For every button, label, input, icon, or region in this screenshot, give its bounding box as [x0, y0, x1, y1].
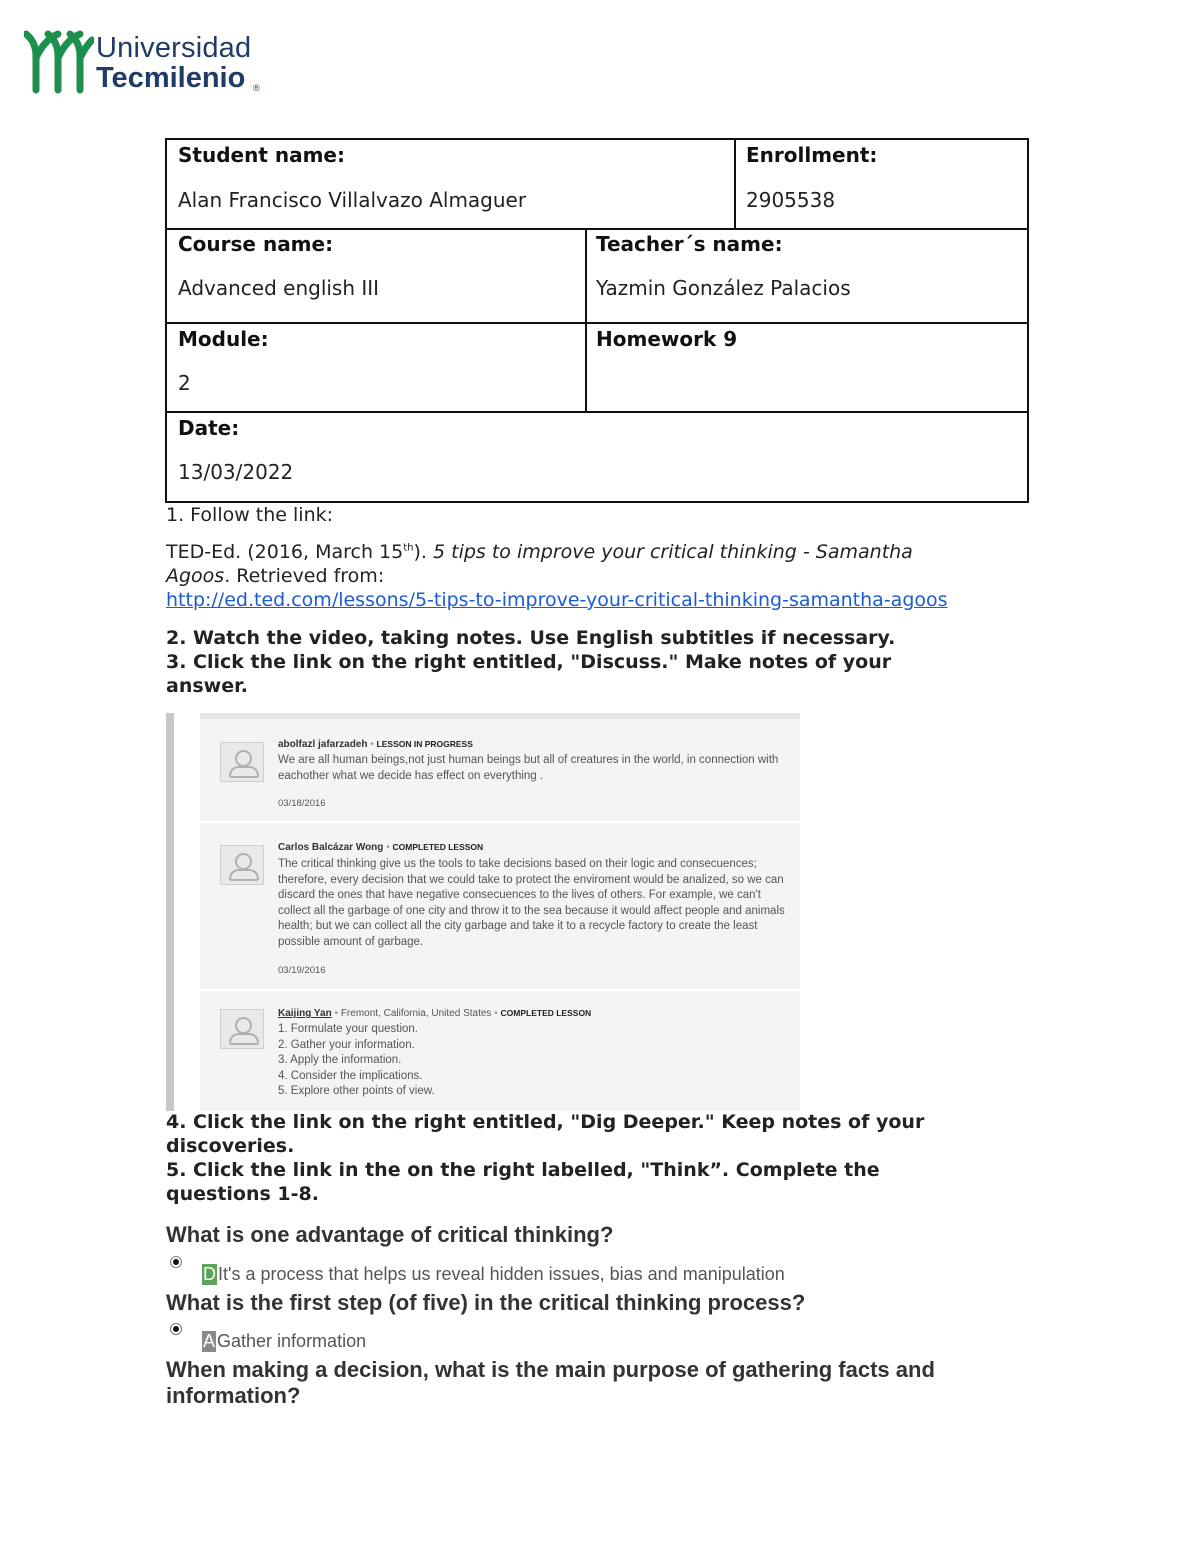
- student-name-value: Alan Francisco Villalvazo Almaguer: [178, 188, 527, 212]
- separator-dot: •: [334, 1008, 339, 1019]
- citation-superscript: th: [403, 542, 414, 554]
- homework-label: Homework 9: [596, 327, 738, 351]
- answer-1: [202, 1264, 785, 1285]
- tecmilenio-emblem-icon: [24, 28, 94, 94]
- step-4-text: 4. Click the link on the right entitled, "Dig Deeper." Keep notes of your: [166, 1111, 925, 1133]
- comment-author: [278, 1008, 591, 1019]
- enrollment-value: 2905538: [746, 188, 836, 212]
- answer-radio-selected[interactable]: [170, 1323, 182, 1335]
- list-item: 2. Gather your information.: [278, 1038, 415, 1051]
- comment-author: [278, 739, 473, 750]
- step-5-text: 5. Click the link in the on the right labelled, "Think”. Complete the: [166, 1159, 880, 1181]
- module-label: Module:: [178, 327, 269, 351]
- separator-dot: •: [370, 739, 374, 750]
- step-1-text: 1. Follow the link:: [166, 504, 334, 526]
- separator-dot: •: [494, 1008, 498, 1019]
- answer-letter-badge: A: [203, 1331, 216, 1351]
- comment-step-list: [278, 1022, 435, 1100]
- list-item: 4. Consider the implications.: [278, 1069, 423, 1082]
- answer-letter-badge: D: [203, 1264, 216, 1284]
- answer-text: Gather information: [217, 1331, 367, 1351]
- comment-location: Fremont, California, United States: [340, 1008, 492, 1019]
- step-2-text: 2. Watch the video, taking notes. Use English subtitles if necessary.: [166, 627, 896, 649]
- logo-line-universidad: Universidad: [96, 32, 252, 64]
- list-item: 1. Formulate your question.: [278, 1023, 418, 1035]
- citation-title: 5 tips to improve your critical thinking - Samantha: [433, 541, 913, 563]
- comment-author: [278, 842, 483, 853]
- date-cell: [165, 411, 1029, 503]
- comment-card: [200, 719, 800, 821]
- answer-radio-selected[interactable]: [170, 1256, 182, 1268]
- university-logo: [24, 28, 264, 98]
- logo-registered-mark: ®: [253, 83, 260, 93]
- enrollment-label: Enrollment:: [746, 143, 878, 167]
- list-item: 3. Apply the information.: [278, 1054, 402, 1067]
- answer-2: [202, 1331, 366, 1352]
- date-value: 13/03/2022: [178, 460, 294, 484]
- step-4-text-continued: discoveries.: [166, 1135, 295, 1157]
- step-3-text-continued: answer.: [166, 675, 248, 697]
- comment-text: We are all human beings,not just human beings but all of creatures in the world, in connection with eachother what we decide has effect on everything .: [278, 754, 779, 782]
- course-name-label: Course name:: [178, 232, 334, 256]
- teacher-name-label: Teacher´s name:: [596, 232, 783, 256]
- module-value: 2: [178, 371, 191, 395]
- comment-status: COMPLETED LESSON: [392, 842, 484, 852]
- date-label: Date:: [178, 416, 240, 440]
- comment-card: [200, 823, 800, 989]
- comment-author-name: Carlos Balcázar Wong: [278, 842, 384, 853]
- question-3: When making a decision, what is the main purpose of gathering facts and: [166, 1357, 935, 1382]
- comment-status: COMPLETED LESSON: [500, 1008, 592, 1018]
- comment-date: 03/19/2016: [278, 965, 326, 976]
- comment-date: 03/18/2016: [278, 798, 326, 809]
- citation-title-end: Agoos: [166, 565, 225, 587]
- separator-dot: •: [386, 842, 390, 853]
- comment-status: LESSON IN PROGRESS: [376, 739, 473, 749]
- question-2: What is the first step (of five) in the critical thinking process?: [166, 1290, 806, 1315]
- comment-text: The critical thinking give us the tools to take decisions based on their logic and consecuences; therefore, every decision that we could take to protect the enviroment would be analized, so we can discard the ones that have negative consecuences to the lives of others. For example, we can't collect all the garbage of one city and throw it to the sea because it would affect people and animals health; but we can collect all the city garbage and take it to a recycle factory to create the least possible amount of garbage.: [278, 858, 785, 948]
- user-avatar-icon: [220, 1009, 264, 1049]
- citation-source: TED-Ed. (2016, March 15: [166, 541, 404, 563]
- teacher-name-value: Yazmin González Palacios: [596, 276, 851, 300]
- citation-line-2: [166, 565, 384, 587]
- answer-text: It's a process that helps us reveal hidden issues, bias and manipulation: [218, 1264, 785, 1284]
- question-1: What is one advantage of critical thinking?: [166, 1222, 614, 1247]
- screenshot-left-bar: [166, 713, 174, 1111]
- question-3-continued: information?: [166, 1383, 301, 1408]
- step-3-text: 3. Click the link on the right entitled, "Discuss." Make notes of your: [166, 651, 892, 673]
- citation-close: ).: [413, 541, 427, 563]
- user-avatar-icon: [220, 742, 264, 782]
- student-name-label: Student name:: [178, 143, 345, 167]
- comment-author-name: abolfazl jafarzadeh: [278, 739, 368, 750]
- ted-lesson-link[interactable]: http://ed.ted.com/lessons/5-tips-to-improve-your-critical-thinking-samantha-agoos: [166, 589, 948, 611]
- step-5-text-continued: questions 1-8.: [166, 1183, 319, 1205]
- user-avatar-icon: [220, 845, 264, 885]
- logo-line-tecmilenio: Tecmilenio: [96, 62, 246, 94]
- discussion-screenshot: [166, 713, 800, 1111]
- citation-line-1: [166, 541, 913, 563]
- comment-author-name[interactable]: Kaijing Yan: [278, 1008, 332, 1019]
- comment-card: [200, 991, 800, 1111]
- citation-retrieved: . Retrieved from:: [224, 565, 385, 587]
- course-name-value: Advanced english III: [178, 276, 380, 300]
- list-item: 5. Explore other points of view.: [278, 1085, 435, 1098]
